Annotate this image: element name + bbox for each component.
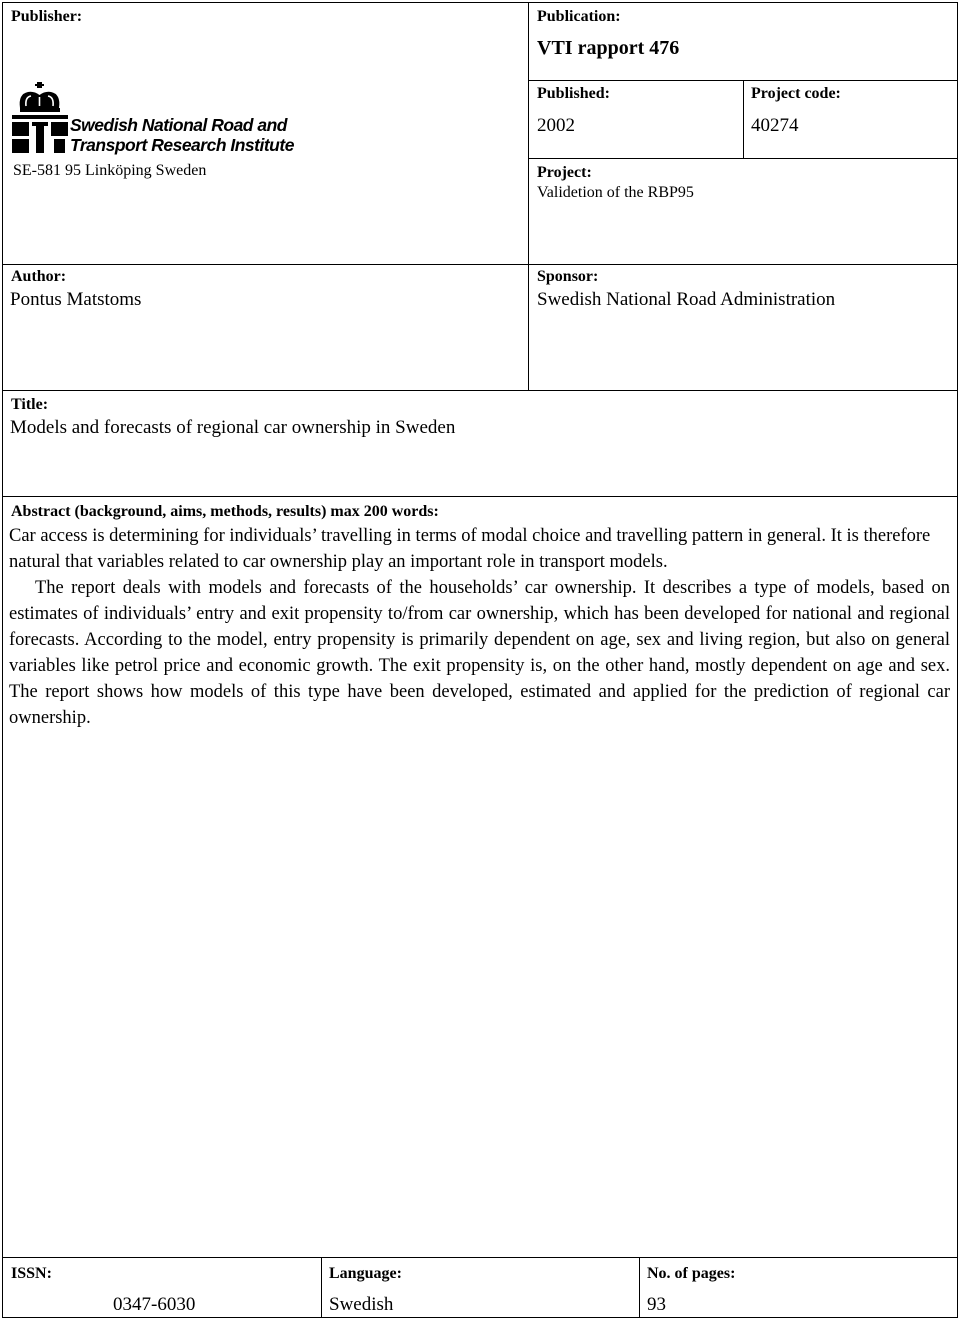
- title-box: [2, 390, 958, 497]
- vti-crown-logo-icon: [12, 82, 68, 156]
- project-label: Project:: [537, 164, 592, 181]
- publisher-org-line2: Transport Research Institute: [70, 135, 294, 155]
- publication-value: VTI rapport 476: [537, 37, 680, 59]
- publication-label: Publication:: [537, 8, 621, 25]
- pages-label: No. of pages:: [647, 1265, 736, 1282]
- title-value: Models and forecasts of regional car ownership in Sweden: [10, 417, 456, 438]
- vti-logo: [12, 82, 302, 156]
- author-label: Author:: [11, 268, 67, 285]
- language-label: Language:: [329, 1265, 402, 1282]
- author-box: [2, 264, 529, 391]
- title-label: Title:: [11, 396, 49, 413]
- abstract-paragraph-1: Car access is determining for individuals’ travelling in terms of modal choice and travelling pattern in general. It is therefore natural that variables related to car ownership play an important role in transport models.: [9, 526, 931, 572]
- publisher-address: SE-581 95 Linköping Sweden: [13, 162, 207, 179]
- abstract-text: [9, 523, 950, 731]
- sponsor-label: Sponsor:: [537, 268, 599, 285]
- issn-value: 0347-6030: [113, 1294, 196, 1315]
- abstract-label: Abstract (background, aims, methods, results) max 200 words:: [11, 503, 439, 520]
- language-value: Swedish: [329, 1294, 394, 1315]
- author-value: Pontus Matstoms: [10, 289, 142, 310]
- publisher-org-line1: Swedish National Road and: [70, 115, 287, 135]
- project-value: Validetion of the RBP95: [537, 184, 694, 201]
- project-code-value: 40274: [751, 115, 799, 136]
- sponsor-value: Swedish National Road Administration: [537, 289, 836, 310]
- project-code-label: Project code:: [751, 85, 841, 102]
- published-value: 2002: [537, 115, 575, 136]
- pages-value: 93: [647, 1294, 666, 1315]
- published-label: Published:: [537, 85, 610, 102]
- issn-label: ISSN:: [11, 1265, 52, 1282]
- abstract-paragraph-2: The report deals with models and forecasts of the households’ car ownership. It describes a type of models, based on estimates of individuals’ entry and exit propensity to/from car ownership, which has been developed for national and regional forecasts. According to the model, entry propensity is primarily dependent on age, sex and living region, but also on general variables like petrol price and economic growth. The exit propensity is, on the other hand, mostly dependent on age and sex. The report shows how models of this type have been developed, estimated and applied for the prediction of regional car ownership.: [9, 578, 950, 728]
- publisher-label: Publisher:: [11, 8, 83, 25]
